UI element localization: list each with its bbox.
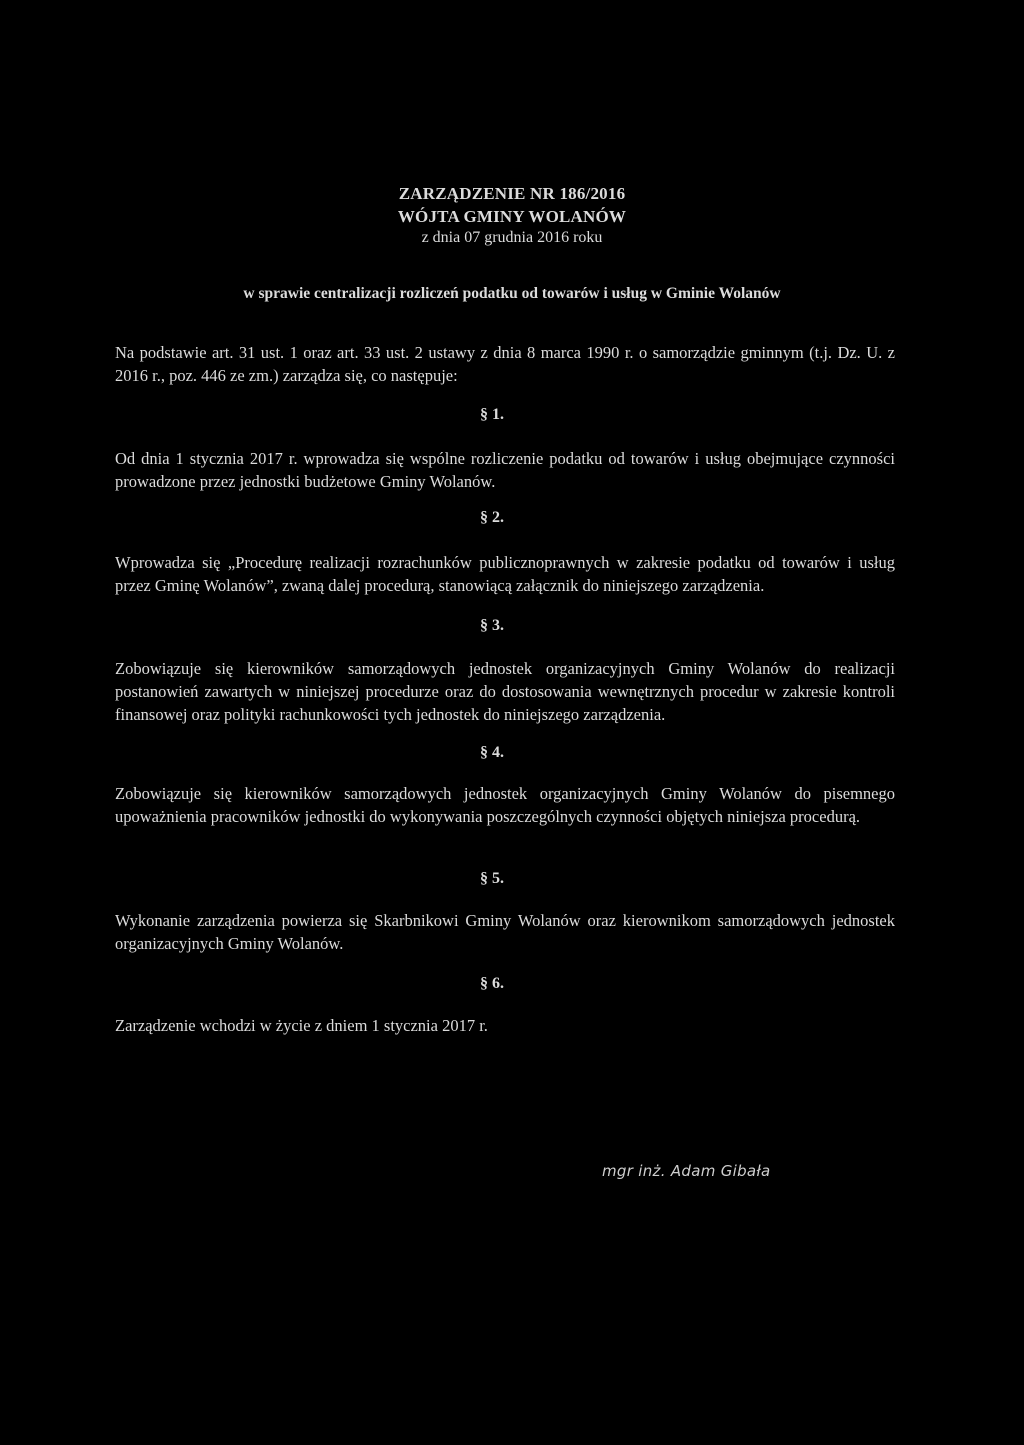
section-4-text: Zobowiązuje się kierowników samorządowych jednostek organizacyjnych Gminy Wolanów do pisemnego upoważnienia pracowników jednostki do wykonywania poszczególnych czynności objętych niniejsza procedurą. xyxy=(115,784,895,826)
preamble: Na podstawie art. 31 ust. 1 oraz art. 33 ust. 2 ustawy z dnia 8 marca 1990 r. o samorządzie gminnym (t.j. Dz. U. z 2016 r., poz. 446 ze zm.) zarządza się, co następuje: xyxy=(115,343,895,385)
section-6-label: § 6. xyxy=(480,975,504,992)
section-2-label: § 2. xyxy=(480,509,504,526)
document-date: z dnia 07 grudnia 2016 roku xyxy=(421,229,603,246)
section-3-label: § 3. xyxy=(480,617,504,634)
section-5-text: Wykonanie zarządzenia powierza się Skarbnikowi Gminy Wolanów oraz kierownikom samorządowych jednostek organizacyjnych Gminy Wolanów. xyxy=(115,911,895,953)
signature: mgr inż. Adam Gibała xyxy=(602,1162,771,1180)
section-3-text: Zobowiązuje się kierowników samorządowych jednostek organizacyjnych Gminy Wolanów do realizacji postanowień zawartych w niniejszej procedurze oraz do dostosowania wewnętrznych procedur w zakresie kontroli finansowej oraz polityki rachunkowości tych jednostek do niniejszego zarządzenia. xyxy=(115,659,895,724)
section-1-label: § 1. xyxy=(480,406,504,423)
issuing-authority: WÓJTA GMINY WOLANÓW xyxy=(397,207,627,226)
document-title: ZARZĄDZENIE NR 186/2016 xyxy=(398,184,626,203)
section-2-text: Wprowadza się „Procedurę realizacji rozrachunków publicznoprawnych w zakresie podatku od towarów i usług przez Gminę Wolanów”, zwaną dalej procedurą, stanowiącą załącznik do niniejszego zarządzenia. xyxy=(115,553,895,595)
section-6-text: Zarządzenie wchodzi w życie z dniem 1 stycznia 2017 r. xyxy=(115,1016,488,1035)
section-4-label: § 4. xyxy=(480,744,504,761)
document-subject: w sprawie centralizacji rozliczeń podatku od towarów i usług w Gminie Wolanów xyxy=(243,285,781,302)
section-1-text: Od dnia 1 stycznia 2017 r. wprowadza się wspólne rozliczenie podatku od towarów i usług obejmujące czynności prowadzone przez jednostki budżetowe Gminy Wolanów. xyxy=(115,449,895,491)
section-5-label: § 5. xyxy=(480,870,504,887)
